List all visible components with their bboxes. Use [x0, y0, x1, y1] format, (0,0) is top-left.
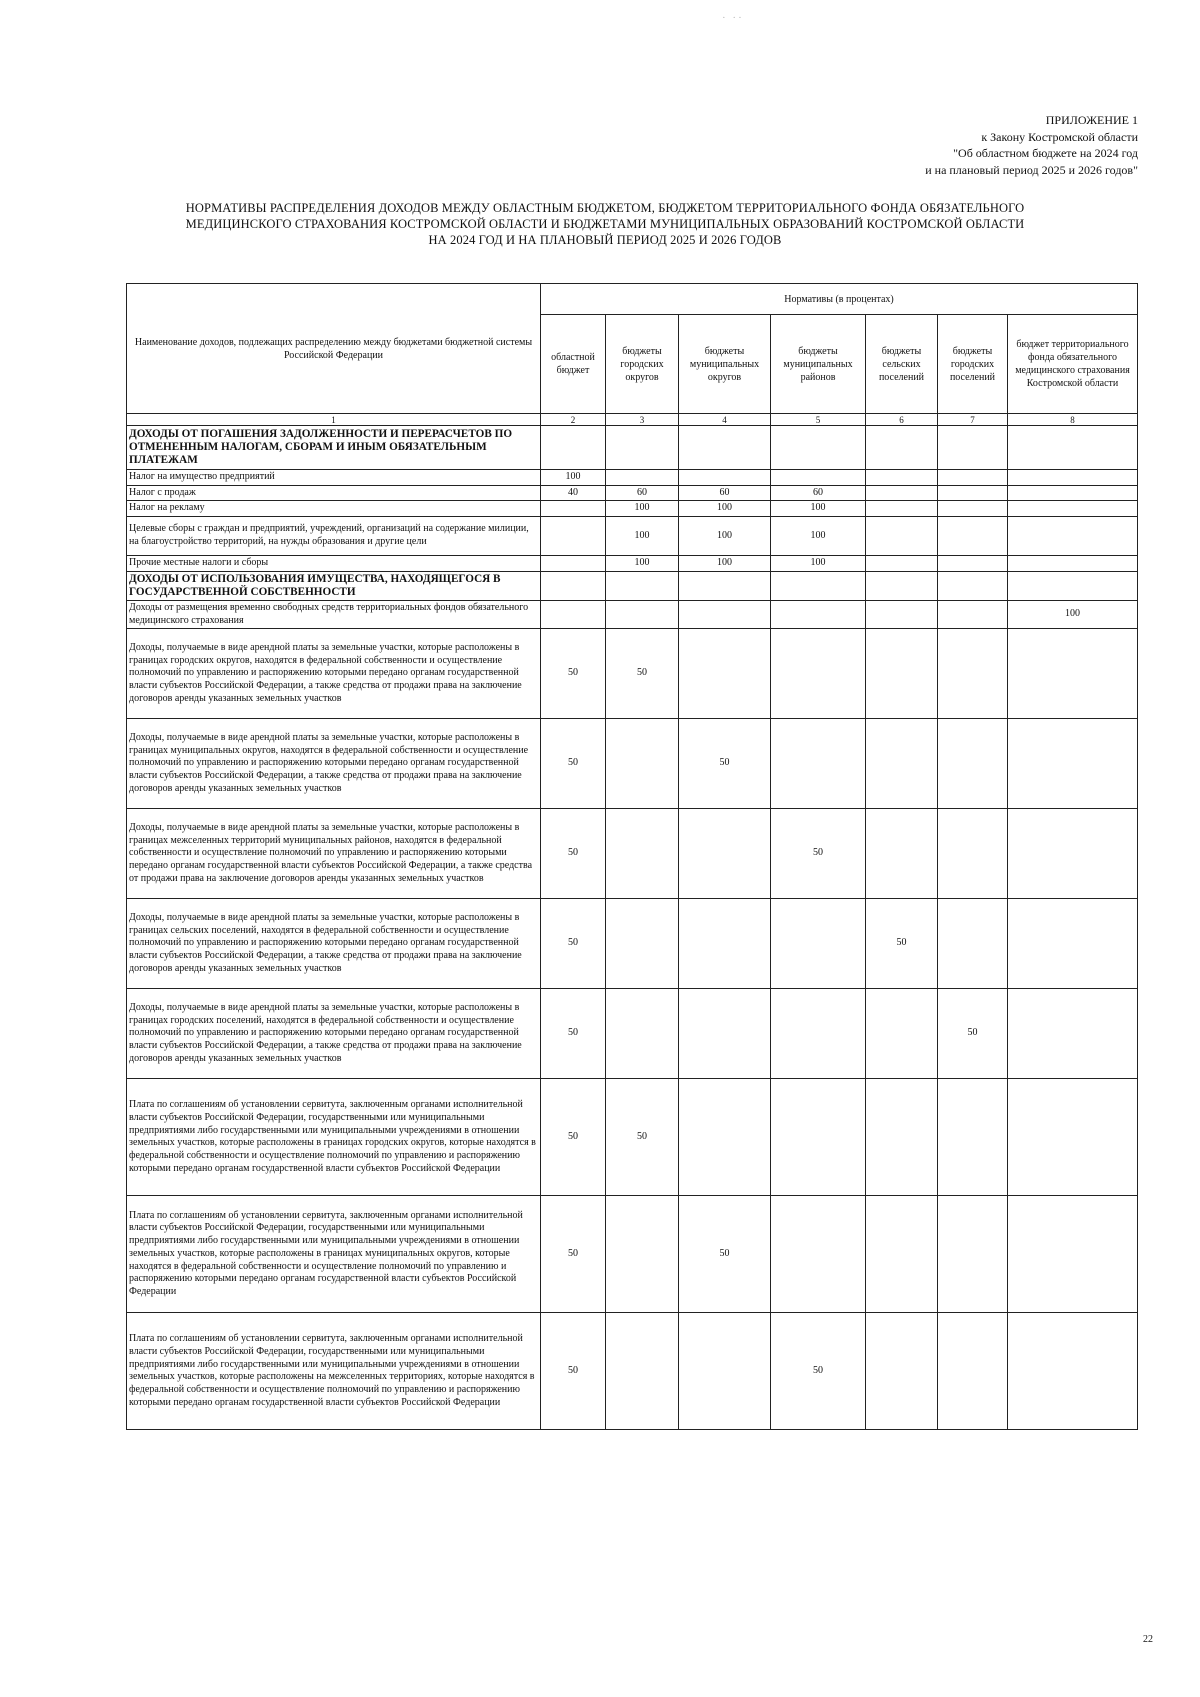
- revenue-name: Доходы, получаемые в виде арендной платы за земельные участки, которые расположены в границах межселенных территорий муниципальных районов, находятся в федеральной собственности и осуществление полномочий по управлению и распоряжению которыми передано органам государственной власти субъектов Российской Федерации, а также средства от продажи права на заключение договоров аренды указанных земельных участков: [127, 809, 541, 899]
- norm-value-cell: [771, 426, 866, 470]
- norm-value-cell: [679, 1313, 771, 1430]
- norm-value-cell: 50: [541, 1079, 606, 1196]
- revenue-name-header: Наименование доходов, подлежащих распределению между бюджетами бюджетной системы Российской Федерации: [127, 284, 541, 414]
- column-number: 8: [1008, 414, 1138, 426]
- norm-value-cell: [1008, 1313, 1138, 1430]
- norm-value-cell: [1008, 426, 1138, 470]
- appendix-line-3: "Об областном бюджете на 2024 год: [953, 146, 1138, 160]
- table-row: [127, 719, 1138, 809]
- revenue-name: Доходы, получаемые в виде арендной платы за земельные участки, которые расположены в границах городских округов, находятся в федеральной собственности и осуществление полномочий по управлению и распоряжению которыми передано органам государственной власти субъектов Российской Федерации, а также средства от продажи права на заключение договоров аренды указанных земельных участков: [127, 629, 541, 719]
- norm-value-cell: [679, 989, 771, 1079]
- table-row: [127, 501, 1138, 517]
- section-title: ДОХОДЫ ОТ ПОГАШЕНИЯ ЗАДОЛЖЕННОСТИ И ПЕРЕРАСЧЕТОВ ПО ОТМЕНЕННЫМ НАЛОГАМ, СБОРАМ И ИНЫМ ОБЯЗАТЕЛЬНЫМ ПЛАТЕЖАМ: [127, 426, 541, 470]
- norm-value-cell: [606, 600, 679, 628]
- norm-value-cell: [1008, 809, 1138, 899]
- norm-value-cell: 100: [771, 501, 866, 517]
- column-number: 7: [938, 414, 1008, 426]
- norm-value-cell: [1008, 1196, 1138, 1313]
- norms-table: [126, 283, 1138, 1430]
- norm-value-cell: [938, 899, 1008, 989]
- appendix-block: [818, 112, 1138, 178]
- norm-value-cell: 50: [679, 719, 771, 809]
- norm-value-cell: [866, 809, 938, 899]
- revenue-name: Целевые сборы с граждан и предприятий, учреждений, организаций на содержание милиции, на благоустройство территорий, на нужды образования и другие цели: [127, 517, 541, 556]
- norm-value-cell: [938, 600, 1008, 628]
- norm-value-cell: 50: [541, 1196, 606, 1313]
- table-body: [127, 414, 1138, 1430]
- norm-value-cell: 100: [1008, 600, 1138, 628]
- norm-value-cell: 100: [679, 501, 771, 517]
- revenue-name: Доходы от размещения временно свободных средств территориальных фондов обязательного медицинского страхования: [127, 600, 541, 628]
- norm-value-cell: [938, 1196, 1008, 1313]
- norm-value-cell: [606, 989, 679, 1079]
- norm-value-cell: [606, 719, 679, 809]
- norm-value-cell: 50: [541, 899, 606, 989]
- norm-value-cell: 100: [679, 517, 771, 556]
- column-number: 3: [606, 414, 679, 426]
- norm-value-cell: [938, 556, 1008, 572]
- norm-value-cell: [938, 719, 1008, 809]
- document-title: [140, 200, 1070, 248]
- table-row: [127, 629, 1138, 719]
- norm-value-cell: [938, 1079, 1008, 1196]
- norm-value-cell: 100: [771, 556, 866, 572]
- norm-value-cell: 100: [541, 470, 606, 486]
- norm-value-cell: [938, 629, 1008, 719]
- norm-value-cell: 60: [679, 485, 771, 501]
- table-row: [127, 1313, 1138, 1430]
- norm-value-cell: [866, 1313, 938, 1430]
- table-row: [127, 899, 1138, 989]
- norm-value-cell: 50: [541, 719, 606, 809]
- norm-value-cell: [771, 629, 866, 719]
- column-number-row: [127, 414, 1138, 426]
- norm-value-cell: [606, 899, 679, 989]
- norm-value-cell: [938, 426, 1008, 470]
- table-row: [127, 989, 1138, 1079]
- col-header-municipal-districts: бюджеты муниципальных районов: [771, 315, 866, 414]
- norm-value-cell: [938, 1313, 1008, 1430]
- norm-value-cell: [541, 426, 606, 470]
- norm-value-cell: 50: [541, 629, 606, 719]
- norm-value-cell: [541, 517, 606, 556]
- norm-value-cell: [771, 571, 866, 600]
- norm-value-cell: [679, 470, 771, 486]
- norm-value-cell: [938, 485, 1008, 501]
- table-row: [127, 600, 1138, 628]
- norm-value-cell: [866, 600, 938, 628]
- table-row: [127, 485, 1138, 501]
- norm-value-cell: 50: [541, 809, 606, 899]
- norm-value-cell: [1008, 485, 1138, 501]
- norm-value-cell: [866, 426, 938, 470]
- norm-value-cell: [866, 470, 938, 486]
- norm-value-cell: 100: [606, 556, 679, 572]
- norm-value-cell: [679, 629, 771, 719]
- norm-value-cell: 100: [679, 556, 771, 572]
- col-header-city-districts: бюджеты городских округов: [606, 315, 679, 414]
- norm-value-cell: [866, 629, 938, 719]
- section-title: ДОХОДЫ ОТ ИСПОЛЬЗОВАНИЯ ИМУЩЕСТВА, НАХОДЯЩЕГОСЯ В ГОСУДАРСТВЕННОЙ СОБСТВЕННОСТИ: [127, 571, 541, 600]
- norm-value-cell: [1008, 571, 1138, 600]
- norm-value-cell: [1008, 470, 1138, 486]
- revenue-name: Плата по соглашениям об установлении сервитута, заключенным органами исполнительной власти субъектов Российской Федерации, государственными или муниципальными предприятиями либо государственными или муниципальными учреждениями в отношении земельных участков, которые расположены в границах муниципальных округов, которые находятся в федеральной собственности и осуществление полномочий по управлению и распоряжению которыми передано органам государственной власти субъектов Российской Федерации: [127, 1196, 541, 1313]
- norm-value-cell: [606, 1313, 679, 1430]
- norm-value-cell: [679, 571, 771, 600]
- norm-value-cell: [679, 426, 771, 470]
- norm-value-cell: 50: [541, 989, 606, 1079]
- norm-value-cell: [1008, 517, 1138, 556]
- norm-value-cell: [606, 571, 679, 600]
- norm-value-cell: [606, 1196, 679, 1313]
- norm-value-cell: [866, 1079, 938, 1196]
- norm-value-cell: [541, 556, 606, 572]
- norm-value-cell: [606, 470, 679, 486]
- revenue-name: Налог на имущество предприятий: [127, 470, 541, 486]
- revenue-name: Налог на рекламу: [127, 501, 541, 517]
- revenue-name: Плата по соглашениям об установлении сервитута, заключенным органами исполнительной власти субъектов Российской Федерации, государственными или муниципальными предприятиями либо государственными или муниципальными учреждениями в отношении земельных участков, которые расположены на межселенных территориях, которые находятся в федеральной собственности и осуществление полномочий по управлению и распоряжению которыми передано органам государственной власти субъектов Российской Федерации: [127, 1313, 541, 1430]
- norm-value-cell: 50: [679, 1196, 771, 1313]
- norm-value-cell: [866, 517, 938, 556]
- norm-value-cell: [866, 1196, 938, 1313]
- norm-value-cell: [679, 899, 771, 989]
- norm-value-cell: [1008, 1079, 1138, 1196]
- norm-value-cell: [938, 809, 1008, 899]
- col-header-regional: областной бюджет: [541, 315, 606, 414]
- column-number: 2: [541, 414, 606, 426]
- norm-value-cell: [606, 809, 679, 899]
- norm-value-cell: [541, 501, 606, 517]
- col-header-urban-settlements: бюджеты городских поселений: [938, 315, 1008, 414]
- title-line-1: НОРМАТИВЫ РАСПРЕДЕЛЕНИЯ ДОХОДОВ МЕЖДУ ОБЛАСТНЫМ БЮДЖЕТОМ, БЮДЖЕТОМ ТЕРРИТОРИАЛЬНОГО ФОНДА ОБЯЗАТЕЛЬНОГО: [185, 201, 1025, 215]
- norm-value-cell: [541, 571, 606, 600]
- norm-value-cell: 50: [866, 899, 938, 989]
- norm-value-cell: 50: [938, 989, 1008, 1079]
- norm-value-cell: [1008, 719, 1138, 809]
- appendix-line-4: и на плановый период 2025 и 2026 годов": [925, 162, 1138, 177]
- norm-value-cell: [1008, 556, 1138, 572]
- norm-value-cell: 60: [771, 485, 866, 501]
- norm-value-cell: [1008, 899, 1138, 989]
- section-row: [127, 571, 1138, 600]
- norm-value-cell: [771, 1196, 866, 1313]
- column-number: 1: [127, 414, 541, 426]
- norms-table-container: [126, 283, 1137, 1430]
- page-number: 22: [1143, 1634, 1153, 1645]
- column-number: 6: [866, 414, 938, 426]
- column-number: 5: [771, 414, 866, 426]
- norm-value-cell: 100: [606, 517, 679, 556]
- title-line-2: МЕДИЦИНСКОГО СТРАХОВАНИЯ КОСТРОМСКОЙ ОБЛАСТИ И БЮДЖЕТАМИ МУНИЦИПАЛЬНЫХ ОБРАЗОВАНИЙ КОСТРОМСКОЙ ОБЛАСТИ: [185, 217, 1025, 231]
- title-line-3: НА 2024 ГОД И НА ПЛАНОВЫЙ ПЕРИОД 2025 И 2026 ГОДОВ: [428, 233, 782, 247]
- column-number: 4: [679, 414, 771, 426]
- norm-value-cell: 60: [606, 485, 679, 501]
- revenue-name: Прочие местные налоги и сборы: [127, 556, 541, 572]
- norm-value-cell: [1008, 629, 1138, 719]
- norm-value-cell: [771, 600, 866, 628]
- norm-value-cell: [866, 989, 938, 1079]
- table-row: [127, 809, 1138, 899]
- norm-value-cell: [866, 485, 938, 501]
- norm-value-cell: [771, 1079, 866, 1196]
- appendix-line-1: ПРИЛОЖЕНИЕ 1: [1045, 113, 1138, 127]
- norms-group-header: Нормативы (в процентах): [541, 284, 1138, 315]
- norm-value-cell: 50: [541, 1313, 606, 1430]
- revenue-name: Доходы, получаемые в виде арендной платы за земельные участки, которые расположены в границах муниципальных округов, находятся в федеральной собственности и осуществление полномочий по управлению и распоряжению которыми передано органам государственной власти субъектов Российской Федерации, а также средства от продажи права на заключение договоров аренды указанных земельных участков: [127, 719, 541, 809]
- norm-value-cell: 100: [606, 501, 679, 517]
- norm-value-cell: [679, 1079, 771, 1196]
- norm-value-cell: [606, 426, 679, 470]
- norm-value-cell: [866, 571, 938, 600]
- revenue-name: Плата по соглашениям об установлении сервитута, заключенным органами исполнительной власти субъектов Российской Федерации, государственными или муниципальными предприятиями либо государственными или муниципальными учреждениями в отношении земельных участков, которые расположены в границах городских округов, которые находятся в федеральной собственности и осуществление полномочий по управлению и распоряжению которыми передано органам государственной власти субъектов Российской Федерации: [127, 1079, 541, 1196]
- revenue-name: Налог с продаж: [127, 485, 541, 501]
- col-header-municipal-okrugs: бюджеты муниципальных округов: [679, 315, 771, 414]
- col-header-health-fund: бюджет территориального фонда обязательного медицинского страхования Костромской области: [1008, 315, 1138, 414]
- norm-value-cell: [938, 571, 1008, 600]
- appendix-line-2: к Закону Костромской области: [981, 129, 1138, 144]
- norm-value-cell: 100: [771, 517, 866, 556]
- norm-value-cell: [1008, 989, 1138, 1079]
- norm-value-cell: [771, 470, 866, 486]
- table-row: [127, 556, 1138, 572]
- table-row: [127, 1079, 1138, 1196]
- norm-value-cell: [771, 989, 866, 1079]
- norm-value-cell: [1008, 501, 1138, 517]
- norm-value-cell: [771, 719, 866, 809]
- norm-value-cell: 50: [771, 1313, 866, 1430]
- table-row: [127, 517, 1138, 556]
- norm-value-cell: [938, 517, 1008, 556]
- norm-value-cell: 50: [771, 809, 866, 899]
- section-row: [127, 426, 1138, 470]
- norm-value-cell: 40: [541, 485, 606, 501]
- norm-value-cell: [679, 600, 771, 628]
- norm-value-cell: [866, 501, 938, 517]
- norm-value-cell: [866, 556, 938, 572]
- norm-value-cell: [938, 501, 1008, 517]
- norm-value-cell: [866, 719, 938, 809]
- norm-value-cell: [679, 809, 771, 899]
- col-header-rural-settlements: бюджеты сельских поселений: [866, 315, 938, 414]
- norm-value-cell: 50: [606, 1079, 679, 1196]
- revenue-name: Доходы, получаемые в виде арендной платы за земельные участки, которые расположены в границах сельских поселений, находятся в федеральной собственности и осуществление полномочий по управлению и распоряжению которыми передано органам государственной власти субъектов Российской Федерации, а также средства от продажи права на заключение договоров аренды указанных земельных участков: [127, 899, 541, 989]
- norm-value-cell: [541, 600, 606, 628]
- norm-value-cell: 50: [606, 629, 679, 719]
- table-row: [127, 470, 1138, 486]
- norm-value-cell: [771, 899, 866, 989]
- scan-mark: · ··: [722, 12, 744, 24]
- norm-value-cell: [938, 470, 1008, 486]
- table-row: [127, 1196, 1138, 1313]
- revenue-name: Доходы, получаемые в виде арендной платы за земельные участки, которые расположены в границах городских поселений, находятся в федеральной собственности и осуществление полномочий по управлению и распоряжению которыми передано органам государственной власти субъектов Российской Федерации, а также средства от продажи права на заключение договоров аренды указанных земельных участков: [127, 989, 541, 1079]
